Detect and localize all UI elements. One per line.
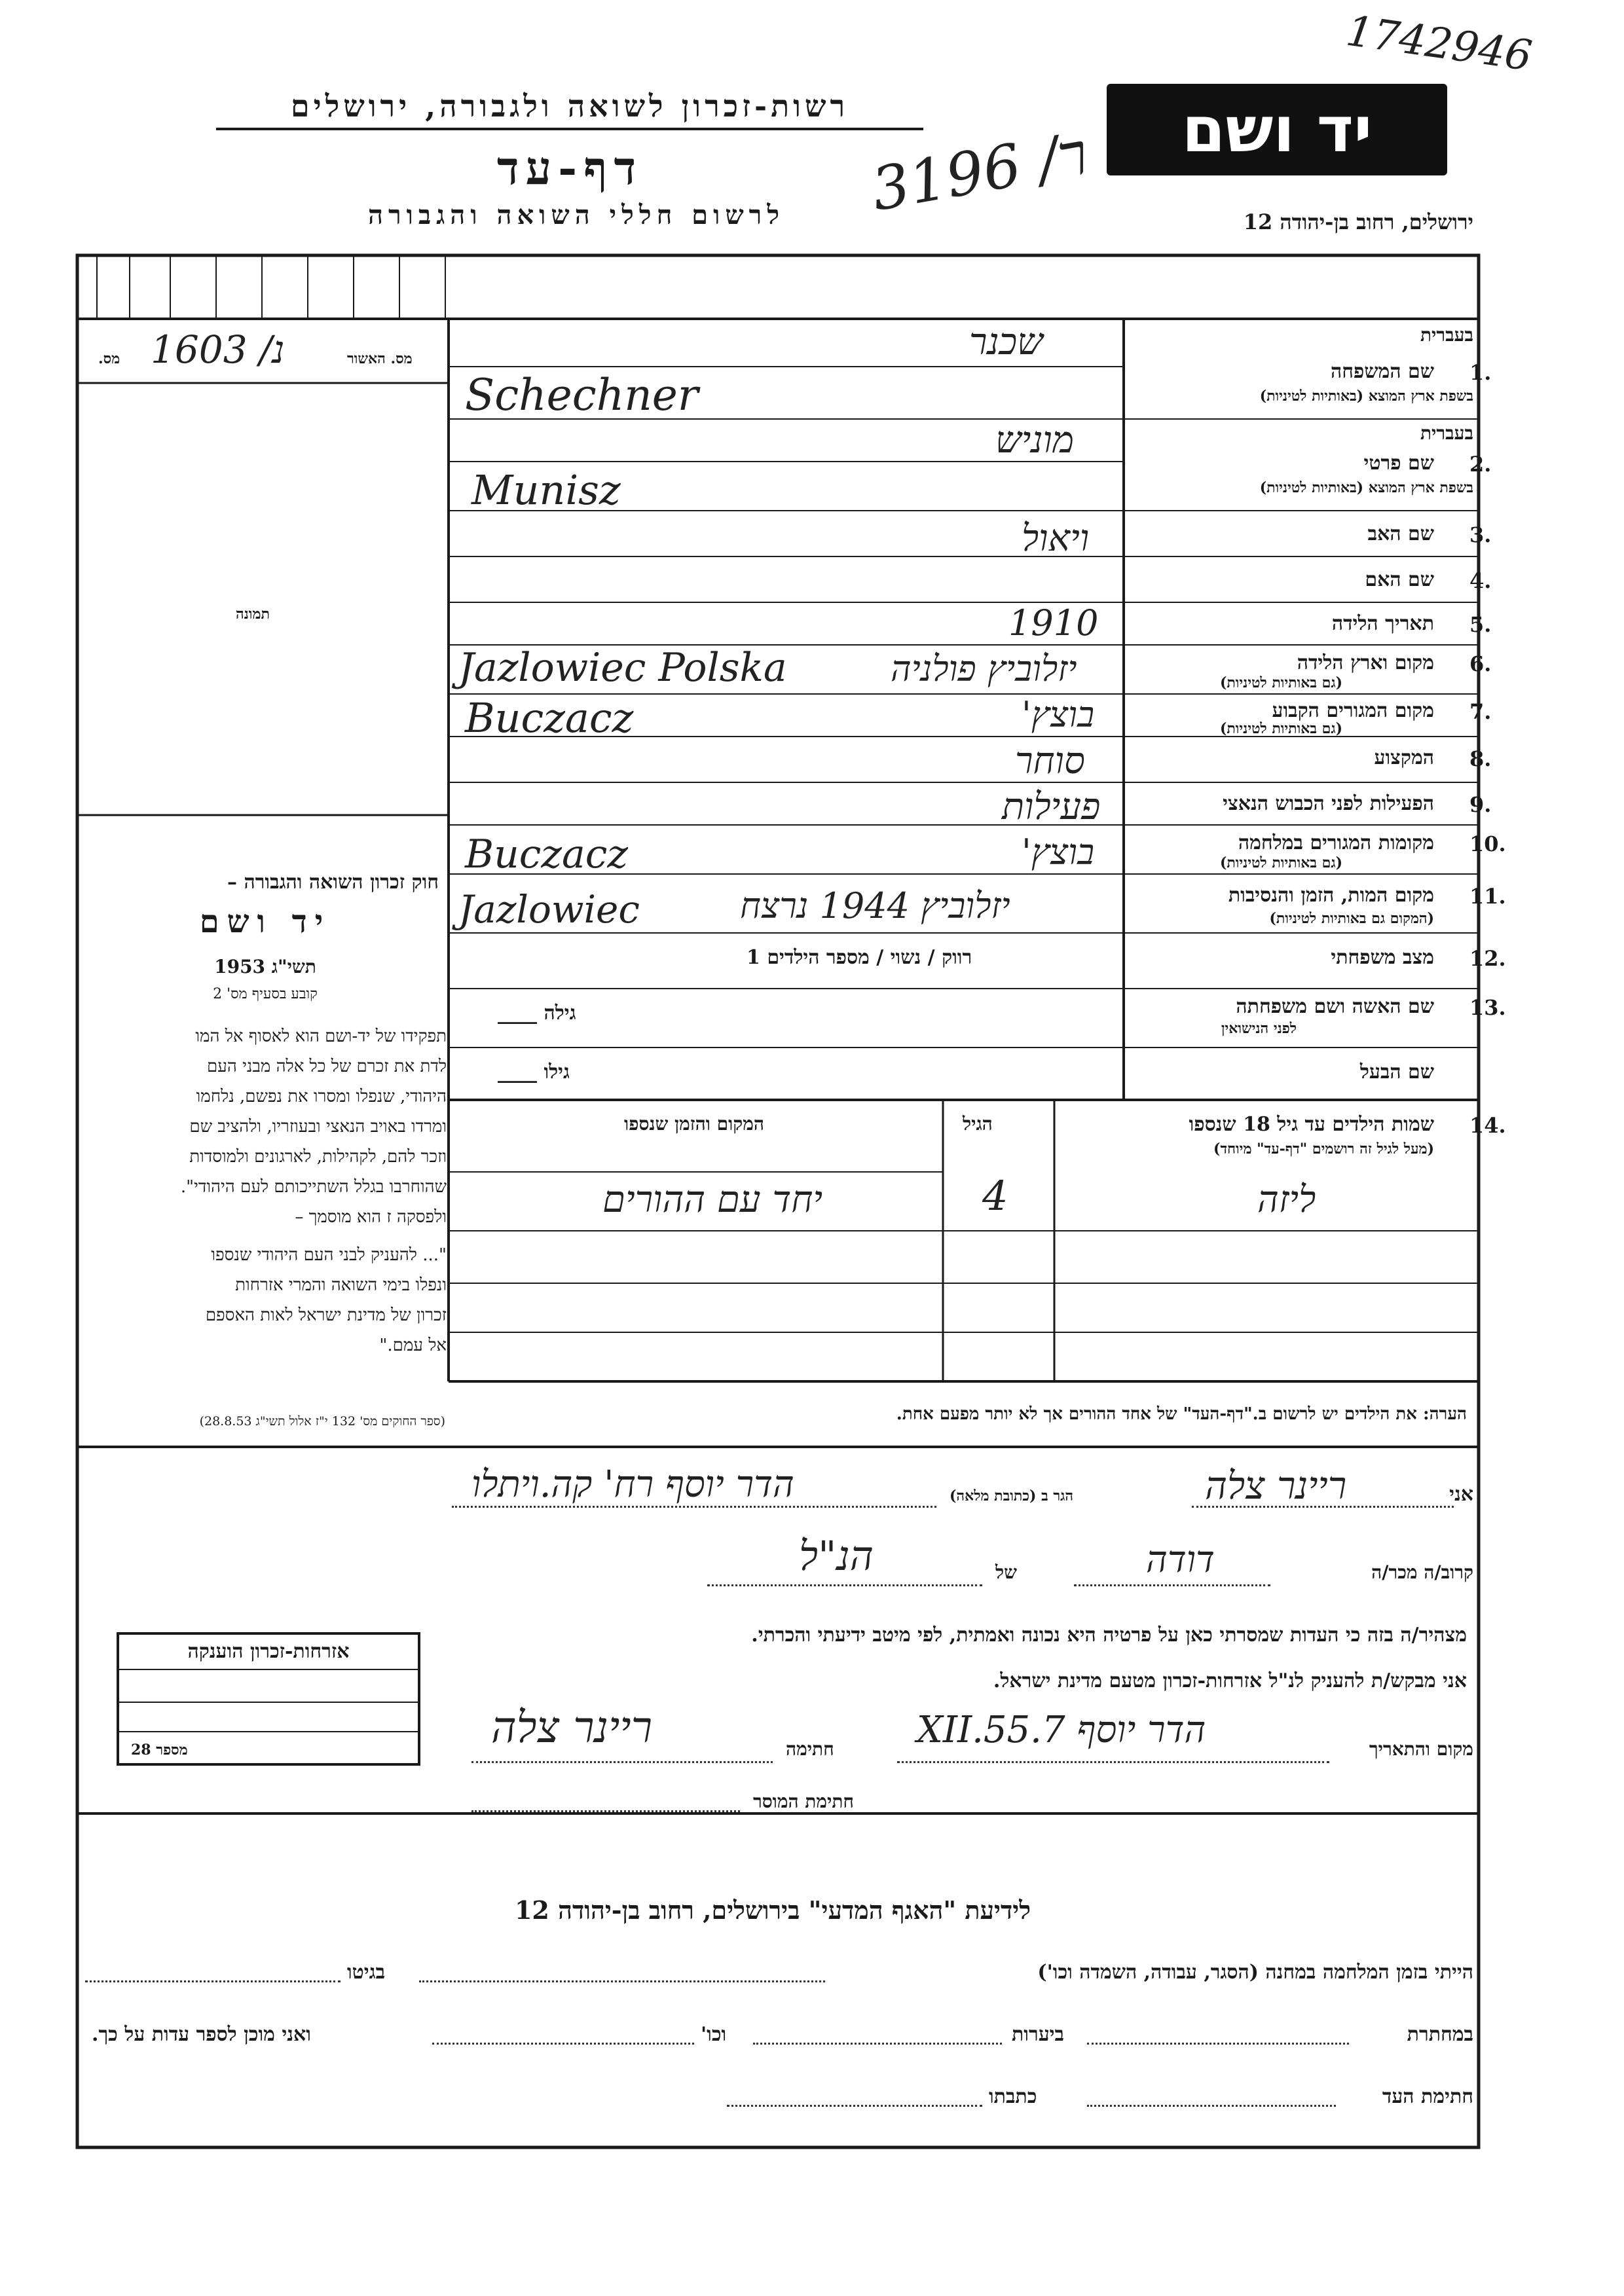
approval-label: מס. האשור xyxy=(347,350,413,367)
law-text-line: ומרדו באויב הנאצי ובעוזריו, ולהציב שם xyxy=(189,1117,447,1137)
field-2-num: 2. xyxy=(1469,452,1492,477)
child-age: 4 xyxy=(982,1172,1008,1220)
child-name: ליזה xyxy=(1257,1178,1316,1221)
decl-of-name: הנ"ל xyxy=(799,1532,874,1580)
info-witness-signature-blank xyxy=(1087,2105,1336,2107)
birth-date: 1910 xyxy=(1008,602,1099,644)
birthplace-hebrew: יזלוביץ פולניה xyxy=(891,648,1077,689)
note-text: הערה: את הילדים יש לרשום ב."דף-העד" של אחד ההורים אך לא יותר מפעם אחת. xyxy=(896,1404,1467,1424)
form-subtitle: לרשום חללי השואה והגבורה xyxy=(367,200,785,230)
field-1-sub: בשפת ארץ המוצא (באותיות לטיניות) xyxy=(1259,388,1473,405)
info-ghetto-blank xyxy=(85,1980,341,1982)
decl-signature: ריינר צלה xyxy=(491,1702,653,1753)
info-underground: במחתרת xyxy=(1407,2023,1473,2046)
field-5-label: תאריך הלידה xyxy=(1331,612,1434,635)
photo-label: תמונה xyxy=(236,606,270,623)
field-1-label: שם המשפחה xyxy=(1330,360,1434,383)
child-place: יחד עם ההורים xyxy=(602,1178,823,1221)
law-year: תשי"ג 1953 xyxy=(214,956,316,977)
law-text-line: זכרון של מדינת ישראל לאות האספם xyxy=(205,1305,447,1325)
field-11-label: מקום המות, הזמן והנסיבות xyxy=(1228,884,1434,907)
field-13-sub: לפני הנישואין xyxy=(1221,1020,1297,1037)
residence-latin: Buczacz xyxy=(465,694,634,742)
law-text-line: שהוחרבו בגלל השתייכותם לעם היהודי". xyxy=(180,1177,447,1197)
field-husband-label: שם הבעל xyxy=(1359,1061,1434,1084)
field-7-num: 7. xyxy=(1469,699,1492,724)
children-num: 14. xyxy=(1469,1113,1506,1138)
field-10-num: 10. xyxy=(1469,831,1506,856)
wife-age: גילה ____ xyxy=(498,1002,576,1025)
authority-line: רשות-זכרון לשואה ולגבורה, ירושלים xyxy=(290,88,849,124)
father-name: ויאול xyxy=(1022,517,1090,560)
form-title: דף-עד xyxy=(496,141,643,195)
decl-i-label: אני xyxy=(1449,1483,1473,1506)
decl-statement-1: מצהיר/ה בזה כי העדות שמסרתי כאן על פרטיה היא נכונה ואמתית, לפי מיטב ידיעתי והכרתי. xyxy=(751,1624,1467,1647)
field-2-label: שם פרטי xyxy=(1363,452,1434,475)
field-2-sub: בשפת ארץ המוצא (באותיות לטיניות) xyxy=(1259,479,1473,496)
handwritten-doc-number: 1742946 xyxy=(1343,7,1535,81)
children-col-age: הגיל xyxy=(963,1113,993,1135)
wartime-residence-hebrew: בוצץ' xyxy=(1022,831,1095,873)
law-title: חוק זכרון השואה והגבורה – xyxy=(227,871,439,894)
info-line1-blank xyxy=(419,1980,825,1982)
handwritten-reference: ר/ 3196 xyxy=(866,118,1093,225)
field-1-hebrew-tag: בעברית xyxy=(1420,324,1473,346)
law-text-line: אל עמם." xyxy=(379,1336,447,1355)
decl-of-label: של xyxy=(995,1561,1017,1583)
decl-relation: דודה xyxy=(1146,1539,1215,1581)
firstname-latin: Munisz xyxy=(471,466,621,514)
prewar-activity: פעילות xyxy=(1002,786,1101,828)
decl-relation-label: קרוב/ה מכר/ה xyxy=(1371,1561,1473,1583)
info-address-blank xyxy=(727,2105,982,2107)
law-source: (ספר החוקים מס' 132 י"ז אלול תשי"ג 28.8.53) xyxy=(199,1414,445,1429)
law-clause: קובע בסעיף מס' 2 xyxy=(213,986,318,1002)
field-11-num: 11. xyxy=(1469,884,1506,909)
surname-latin: Schechner xyxy=(465,370,699,420)
decl-name: ריינר צלה xyxy=(1205,1463,1347,1508)
law-name: יד ושם xyxy=(199,903,331,940)
children-label: שמות הילדים עד גיל 18 שנספו xyxy=(1189,1113,1434,1136)
law-text-line: לדת את זכרם של כל אלה מבני העם xyxy=(206,1057,447,1076)
law-text-line: תפקידו של יד-ושם הוא לאסוף אל המו xyxy=(195,1027,447,1046)
info-line2-end: ואני מוכן לספר עדות על כך. xyxy=(92,2023,311,2046)
approval-value: נ/ 1603 xyxy=(151,327,285,372)
info-witness-signature: חתימת העד xyxy=(1382,2085,1473,2108)
wartime-residence-latin: Buczacz xyxy=(465,831,628,877)
decl-rec-signature-label: חתימת המוסר xyxy=(753,1791,854,1812)
children-sub: (מעל לגיל זה רושמים "דף-עד" מיוחד) xyxy=(1213,1140,1434,1157)
field-6-sub: (גם באותיות לטיניות) xyxy=(1219,674,1342,691)
surname-hebrew: שכנר xyxy=(969,321,1043,363)
law-text-line: וזכר להם, לקהילות, לארגונים ולמוסדות xyxy=(189,1147,447,1167)
logo-text: יד ושם xyxy=(1181,93,1373,166)
field-11-sub: (המקום גם באותיות לטיניות) xyxy=(1269,910,1434,927)
field-7-sub: (גם באותיות לטיניות) xyxy=(1219,720,1342,737)
info-underground-blank xyxy=(1087,2043,1349,2045)
citizenship-title: אזרחות-זכרון הוענקה xyxy=(187,1640,350,1663)
field-8-label: המקצוע xyxy=(1374,746,1434,769)
field-6-label: מקום וארץ הלידה xyxy=(1297,651,1434,674)
decl-relation-line xyxy=(1074,1584,1270,1586)
field-10-sub: (גם באותיות לטיניות) xyxy=(1219,854,1342,871)
address: ירושלים, רחוב בן-יהודה 12 xyxy=(1243,210,1473,234)
info-line1: הייתי בזמן המלחמה במחנה (הסגר, עבודה, השמדה וכו') xyxy=(1037,1961,1473,1984)
field-8-num: 8. xyxy=(1469,746,1492,771)
death-place-latin: Jazlowiec xyxy=(458,887,640,932)
info-title: לידיעת "האגף המדעי" בירושלים, רחוב בן-יהודה 12 xyxy=(514,1895,1031,1925)
death-place-hebrew: יזלוביץ 1944 נרצח xyxy=(740,885,1010,926)
decl-place-date-label: מקום והתאריך xyxy=(1369,1738,1473,1760)
approval-no-label: מס. xyxy=(98,350,120,367)
field-9-num: 9. xyxy=(1469,792,1492,817)
info-address-label: כתבתו xyxy=(989,2085,1037,2108)
decl-of-line xyxy=(707,1584,982,1586)
residence-hebrew: בוצץ' xyxy=(1022,694,1095,735)
info-forests: ביערות xyxy=(1012,2023,1065,2046)
birthplace-latin: Jazlowiec Polska xyxy=(458,645,787,691)
decl-place-date-line xyxy=(897,1761,1329,1763)
law-text-line: היהודי, שנפלו ומסרו את נפשם, נלחמו xyxy=(196,1087,447,1106)
field-12-label: מצב משפחתי xyxy=(1331,946,1434,969)
firstname-hebrew: מוניש xyxy=(995,419,1075,462)
decl-address-line xyxy=(452,1506,936,1508)
field-5-num: 5. xyxy=(1469,612,1492,637)
law-text-line: "... להעניק לבני העם היהודי שנספו xyxy=(211,1245,447,1265)
decl-statement-2: אני מבקש/ת להעניק לנ"ל אזרחות-זכרון מטעם מדינת ישראל. xyxy=(993,1669,1467,1692)
info-etc: וכו' xyxy=(701,2023,727,2046)
field-3-num: 3. xyxy=(1469,522,1492,547)
decl-place-date: הדר יוסף 7.XII.55 xyxy=(917,1709,1206,1751)
field-1-num: 1. xyxy=(1469,360,1492,385)
marital-status: רווק / נשוי / מספר הילדים 1 xyxy=(747,946,972,969)
field-4-label: שם האם xyxy=(1365,568,1434,591)
citizenship-no: מספר 28 xyxy=(131,1741,188,1758)
info-forests-blank xyxy=(753,2043,1002,2045)
decl-rec-signature-line xyxy=(471,1810,740,1812)
field-10-label: מקומות המגורים במלחמה xyxy=(1238,831,1434,854)
husband-age: גילו ____ xyxy=(498,1061,570,1084)
field-13-label: שם האשה ושם משפחתה xyxy=(1236,995,1434,1018)
decl-address-label: הגר ב (כתובת מלאה) xyxy=(950,1487,1074,1504)
decl-address: הדר יוסף רח' קה.ויתלו xyxy=(471,1463,794,1506)
field-13-num: 13. xyxy=(1469,995,1506,1020)
law-text-line: ולפסקה ז הוא מוסמך – xyxy=(295,1207,447,1227)
field-12-num: 12. xyxy=(1469,946,1506,971)
children-col-place: המקום והזמן שנספו xyxy=(624,1113,764,1135)
law-text xyxy=(80,1021,447,1360)
info-etc-blank xyxy=(432,2043,694,2045)
law-text-line: ונפלו בימי השואה והמרי אזרחות xyxy=(235,1275,447,1295)
field-9-label: הפעילות לפני הכבוש הנאצי xyxy=(1223,792,1434,815)
field-3-label: שם האב xyxy=(1367,522,1434,545)
field-4-num: 4. xyxy=(1469,568,1492,593)
field-6-num: 6. xyxy=(1469,651,1492,676)
field-7-label: מקום המגורים הקבוע xyxy=(1272,699,1434,722)
info-line1-end: בגיטו xyxy=(347,1961,386,1984)
decl-signature-label: חתימה xyxy=(786,1738,834,1760)
decl-signature-line xyxy=(471,1761,773,1763)
occupation: סוחר xyxy=(1015,740,1085,782)
field-2-hebrew-tag: בעברית xyxy=(1420,422,1473,444)
